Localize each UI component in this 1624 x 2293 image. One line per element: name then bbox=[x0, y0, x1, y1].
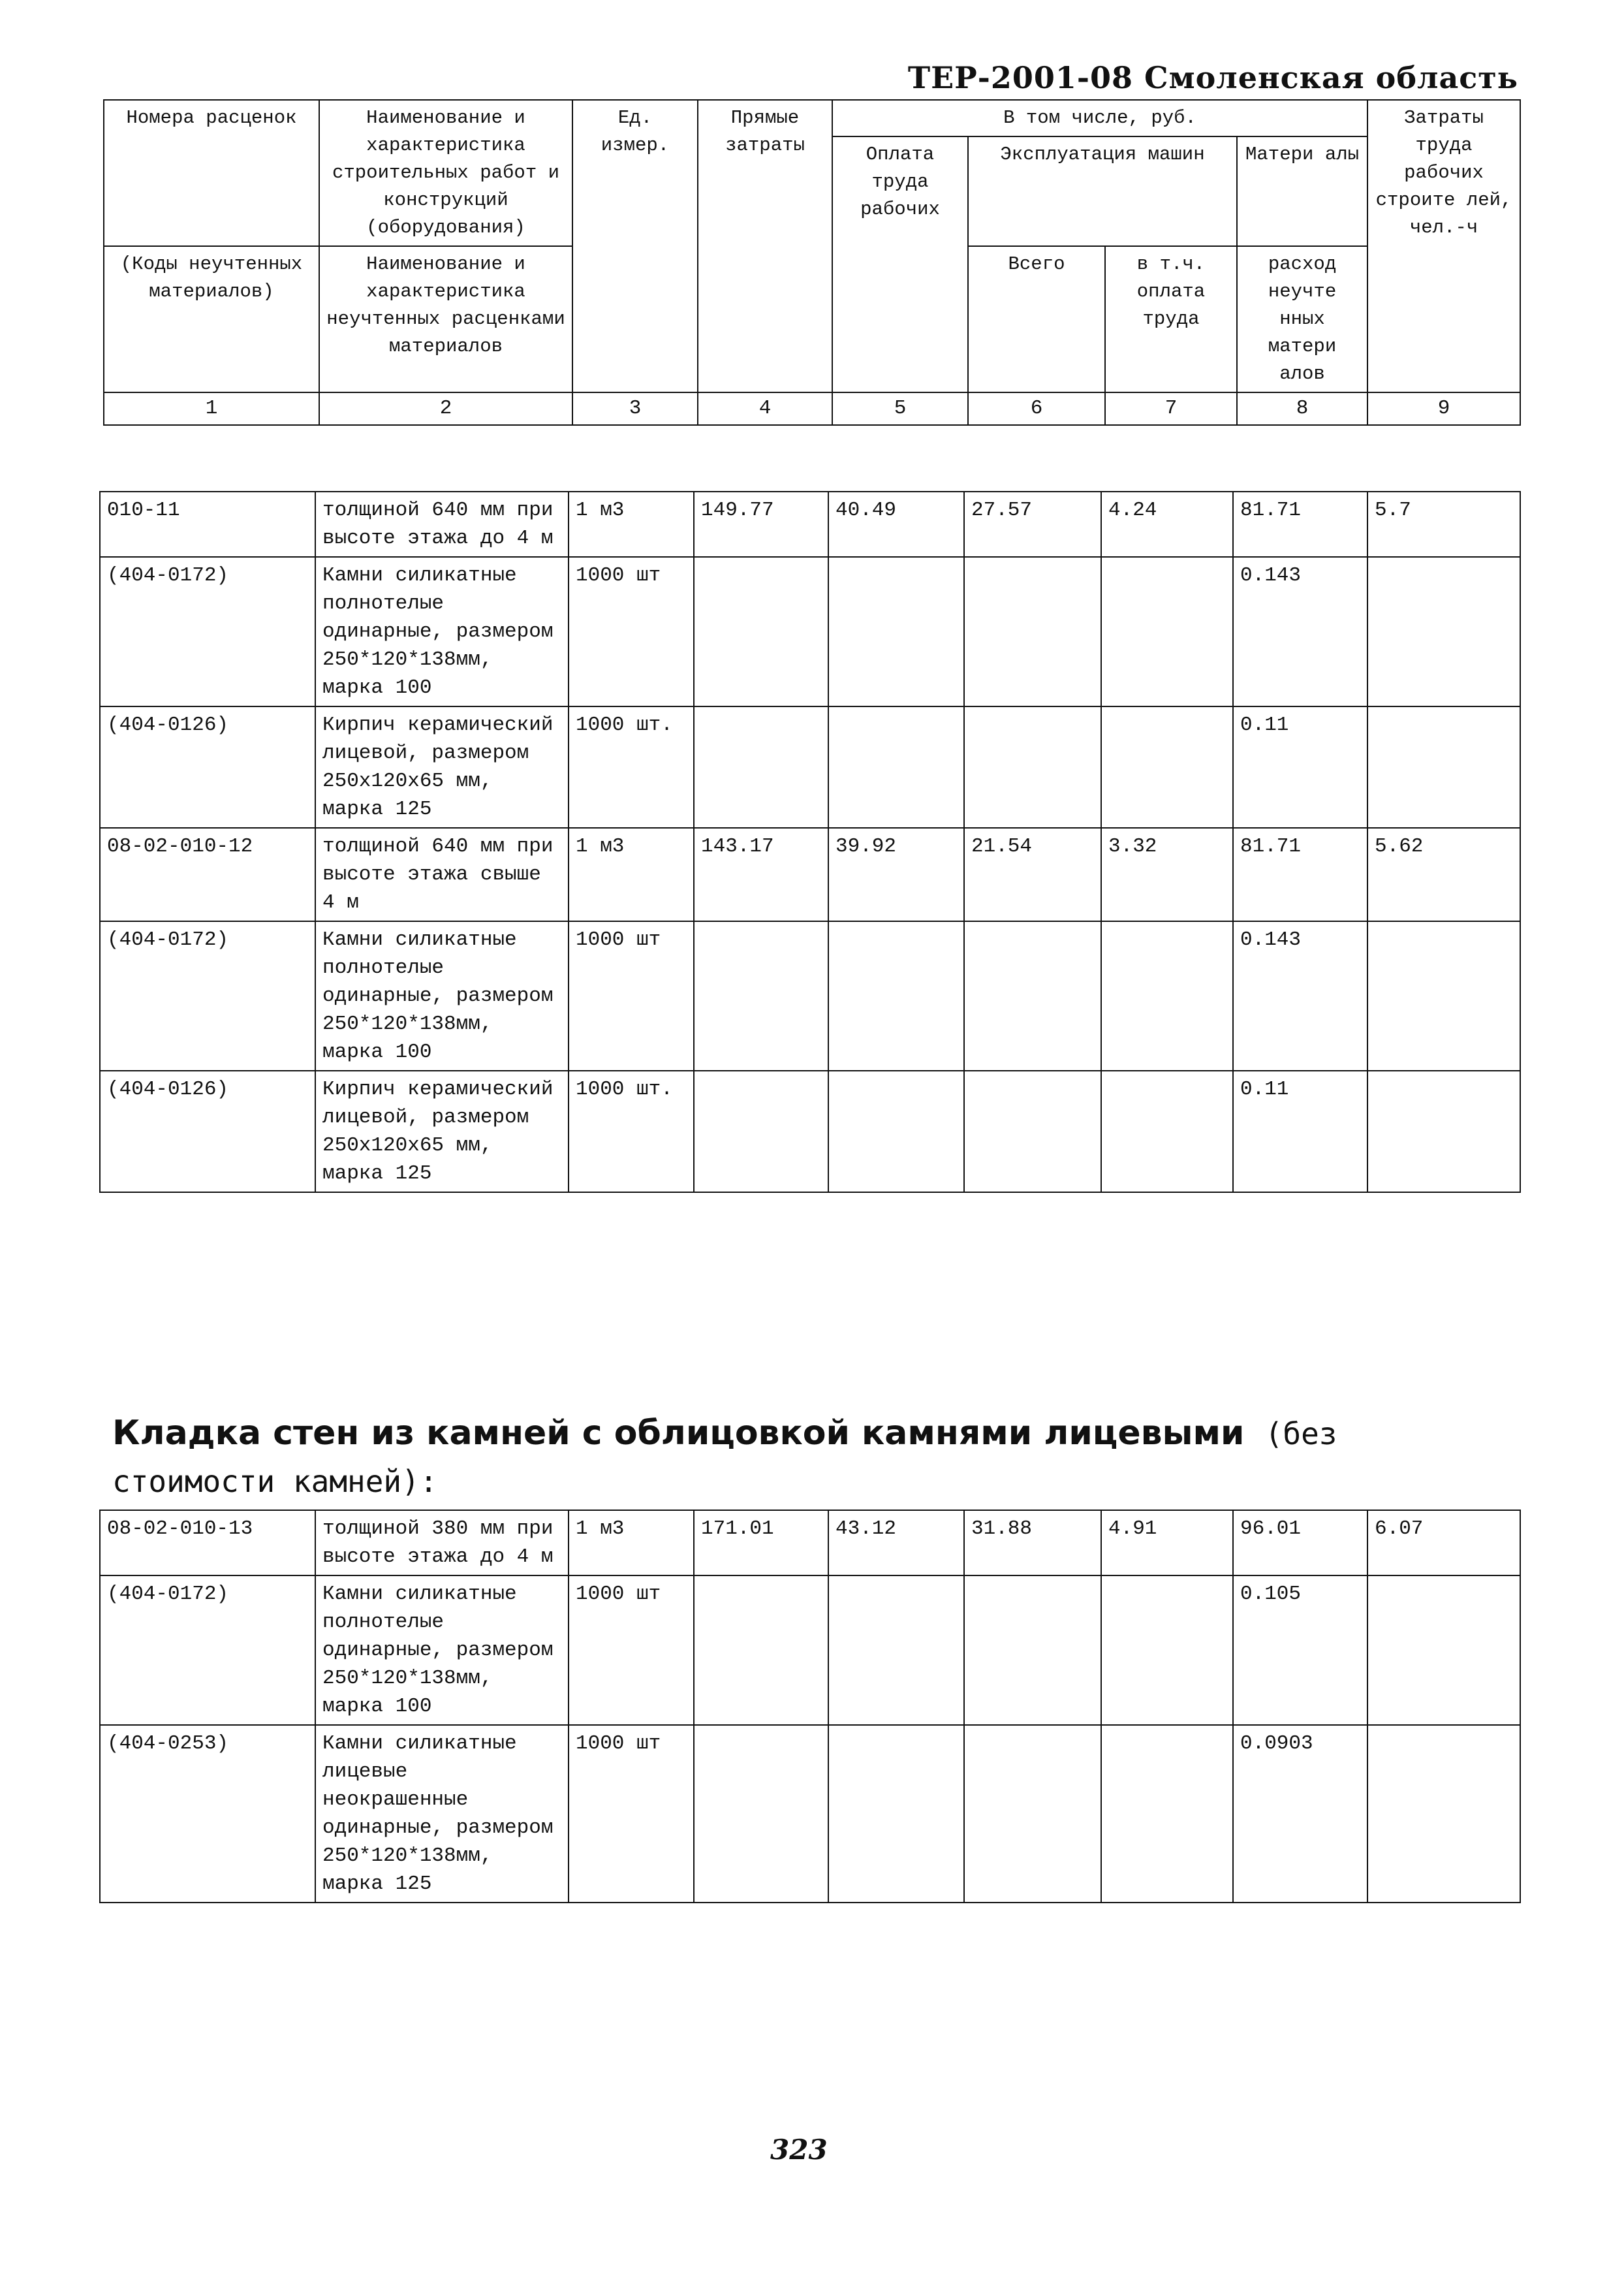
header-machines-labor: в т.ч. оплата труда bbox=[1105, 246, 1237, 392]
header-including-group: В том числе, руб. bbox=[832, 100, 1367, 136]
unit-cell: 1 м3 bbox=[569, 828, 694, 921]
machines-total-cell: 21.54 bbox=[964, 828, 1101, 921]
column-number: 8 bbox=[1237, 392, 1367, 425]
materials-cell: 0.0903 bbox=[1233, 1725, 1367, 1903]
machines-labor-cell bbox=[1101, 921, 1233, 1071]
machines-total-cell: 31.88 bbox=[964, 1510, 1101, 1575]
labor-pay-cell: 40.49 bbox=[828, 492, 964, 557]
rate-name-cell: Кирпич керамический лицевой, размером 250x120x65 мм, марка 125 bbox=[315, 1071, 569, 1192]
machines-total-cell bbox=[964, 1575, 1101, 1725]
direct-costs-cell bbox=[694, 1071, 828, 1192]
materials-cell: 81.71 bbox=[1233, 828, 1367, 921]
labor-hours-cell: 5.62 bbox=[1367, 828, 1520, 921]
rate-name-cell: Камни силикатные полнотелые одинарные, размером 250*120*138мм, марка 100 bbox=[315, 921, 569, 1071]
labor-hours-cell bbox=[1367, 557, 1520, 706]
labor-pay-cell bbox=[828, 921, 964, 1071]
labor-pay-cell bbox=[828, 706, 964, 828]
machines-total-cell bbox=[964, 1071, 1101, 1192]
machines-labor-cell bbox=[1101, 1725, 1233, 1903]
direct-costs-cell: 143.17 bbox=[694, 828, 828, 921]
column-number: 2 bbox=[319, 392, 572, 425]
header-labor-pay: Оплата труда рабочих bbox=[832, 136, 968, 392]
table-row bbox=[100, 557, 1520, 706]
labor-hours-cell bbox=[1367, 921, 1520, 1071]
column-number: 6 bbox=[968, 392, 1105, 425]
header-material-names: Наименование и характеристика неучтенных расценками материалов bbox=[319, 246, 572, 392]
machines-total-cell bbox=[964, 557, 1101, 706]
materials-cell: 0.143 bbox=[1233, 557, 1367, 706]
rate-code-cell: 08-02-010-12 bbox=[100, 828, 315, 921]
column-number-row bbox=[104, 392, 1520, 425]
section-heading bbox=[112, 1410, 1483, 1506]
table-row bbox=[100, 492, 1520, 557]
materials-cell: 0.105 bbox=[1233, 1575, 1367, 1725]
column-number: 3 bbox=[572, 392, 698, 425]
unit-cell: 1000 шт bbox=[569, 1725, 694, 1903]
direct-costs-cell bbox=[694, 557, 828, 706]
header-unit: Ед. измер. bbox=[572, 100, 698, 392]
labor-hours-cell bbox=[1367, 1575, 1520, 1725]
labor-pay-cell bbox=[828, 557, 964, 706]
unit-cell: 1000 шт bbox=[569, 557, 694, 706]
header-material-codes: (Коды неучтенных материалов) bbox=[104, 246, 319, 392]
direct-costs-cell bbox=[694, 1725, 828, 1903]
labor-pay-cell bbox=[828, 1071, 964, 1192]
labor-pay-cell: 43.12 bbox=[828, 1510, 964, 1575]
rate-name-cell: Кирпич керамический лицевой, размером 250x120x65 мм, марка 125 bbox=[315, 706, 569, 828]
rate-name-cell: толщиной 380 мм при высоте этажа до 4 м bbox=[315, 1510, 569, 1575]
rate-code-cell: (404-0172) bbox=[100, 1575, 315, 1725]
column-header-table bbox=[103, 99, 1521, 426]
table-row bbox=[100, 1725, 1520, 1903]
materials-cell: 81.71 bbox=[1233, 492, 1367, 557]
labor-hours-cell: 5.7 bbox=[1367, 492, 1520, 557]
machines-labor-cell bbox=[1101, 1575, 1233, 1725]
unit-cell: 1000 шт bbox=[569, 1575, 694, 1725]
column-number: 9 bbox=[1367, 392, 1520, 425]
rate-code-cell: (404-0172) bbox=[100, 921, 315, 1071]
table-row bbox=[100, 921, 1520, 1071]
labor-hours-cell: 6.07 bbox=[1367, 1510, 1520, 1575]
unit-cell: 1000 шт. bbox=[569, 1071, 694, 1192]
rate-code-cell: (404-0126) bbox=[100, 706, 315, 828]
unit-cell: 1 м3 bbox=[569, 1510, 694, 1575]
unit-cell: 1 м3 bbox=[569, 492, 694, 557]
labor-pay-cell: 39.92 bbox=[828, 828, 964, 921]
table-row bbox=[100, 828, 1520, 921]
rate-code-cell: (404-0172) bbox=[100, 557, 315, 706]
rates-table-1 bbox=[99, 491, 1521, 1193]
header-material-consumption: расход неучте нных матери алов bbox=[1237, 246, 1367, 392]
rate-name-cell: толщиной 640 мм при высоте этажа свыше 4 м bbox=[315, 828, 569, 921]
materials-cell: 0.11 bbox=[1233, 1071, 1367, 1192]
header-work-name: Наименование и характеристика строительных работ и конструкций (оборудования) bbox=[319, 100, 572, 246]
materials-cell: 96.01 bbox=[1233, 1510, 1367, 1575]
direct-costs-cell: 149.77 bbox=[694, 492, 828, 557]
header-rate-numbers: Номера расценок bbox=[104, 100, 319, 246]
machines-labor-cell bbox=[1101, 1071, 1233, 1192]
rates-table-2 bbox=[99, 1510, 1521, 1903]
table-row bbox=[100, 1510, 1520, 1575]
materials-cell: 0.11 bbox=[1233, 706, 1367, 828]
column-number: 7 bbox=[1105, 392, 1237, 425]
direct-costs-cell bbox=[694, 706, 828, 828]
header-machines-total: Всего bbox=[968, 246, 1105, 392]
rate-name-cell: Камни силикатные полнотелые одинарные, размером 250*120*138мм, марка 100 bbox=[315, 1575, 569, 1725]
header-machine-operation: Эксплуатация машин bbox=[968, 136, 1237, 246]
machines-total-cell: 27.57 bbox=[964, 492, 1101, 557]
rate-name-cell: Камни силикатные полнотелые одинарные, размером 250*120*138мм, марка 100 bbox=[315, 557, 569, 706]
direct-costs-cell bbox=[694, 921, 828, 1071]
column-number: 4 bbox=[698, 392, 832, 425]
section-heading-note: (без стоимости камней): bbox=[112, 1416, 1337, 1499]
rate-name-cell: Камни силикатные лицевые неокрашенные одинарные, размером 250*120*138мм, марка 125 bbox=[315, 1725, 569, 1903]
machines-labor-cell: 4.91 bbox=[1101, 1510, 1233, 1575]
machines-total-cell bbox=[964, 1725, 1101, 1903]
materials-cell: 0.143 bbox=[1233, 921, 1367, 1071]
labor-hours-cell bbox=[1367, 1725, 1520, 1903]
labor-hours-cell bbox=[1367, 1071, 1520, 1192]
rate-code-cell: 08-02-010-13 bbox=[100, 1510, 315, 1575]
labor-pay-cell bbox=[828, 1725, 964, 1903]
header-direct-costs: Прямые затраты bbox=[698, 100, 832, 392]
table-row bbox=[100, 1071, 1520, 1192]
section-heading-bold: Кладка стен из камней с облицовкой камнями лицевыми bbox=[112, 1414, 1245, 1453]
machines-total-cell bbox=[964, 921, 1101, 1071]
machines-labor-cell: 3.32 bbox=[1101, 828, 1233, 921]
page-number: 323 bbox=[770, 2134, 828, 2166]
unit-cell: 1000 шт bbox=[569, 921, 694, 1071]
column-number: 5 bbox=[832, 392, 968, 425]
document-title: ТЕР-2001-08 Смоленская область bbox=[907, 60, 1518, 95]
direct-costs-cell bbox=[694, 1575, 828, 1725]
table-row bbox=[100, 706, 1520, 828]
rate-code-cell: (404-0126) bbox=[100, 1071, 315, 1192]
machines-total-cell bbox=[964, 706, 1101, 828]
unit-cell: 1000 шт. bbox=[569, 706, 694, 828]
table-row bbox=[100, 1575, 1520, 1725]
column-number: 1 bbox=[104, 392, 319, 425]
header-materials: Матери алы bbox=[1237, 136, 1367, 246]
machines-labor-cell bbox=[1101, 557, 1233, 706]
labor-hours-cell bbox=[1367, 706, 1520, 828]
rate-name-cell: толщиной 640 мм при высоте этажа до 4 м bbox=[315, 492, 569, 557]
header-labor-hours: Затраты труда рабочих строите лей, чел.-ч bbox=[1367, 100, 1520, 392]
machines-labor-cell: 4.24 bbox=[1101, 492, 1233, 557]
direct-costs-cell: 171.01 bbox=[694, 1510, 828, 1575]
labor-pay-cell bbox=[828, 1575, 964, 1725]
machines-labor-cell bbox=[1101, 706, 1233, 828]
rate-code-cell: 010-11 bbox=[100, 492, 315, 557]
rate-code-cell: (404-0253) bbox=[100, 1725, 315, 1903]
